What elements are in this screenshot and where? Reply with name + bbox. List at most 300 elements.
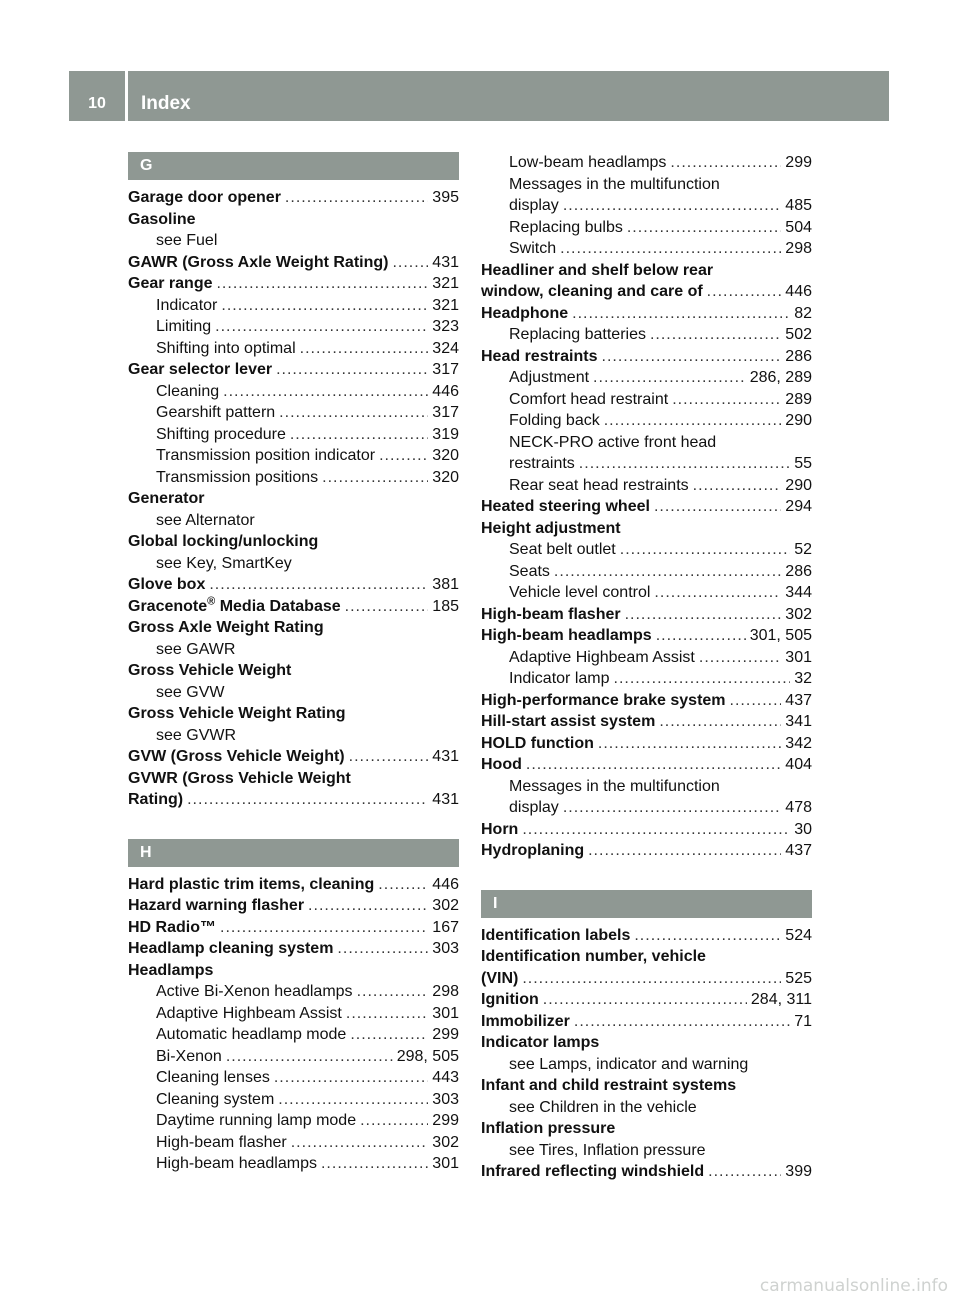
entry-label: Shifting procedure [156,425,286,443]
entry-label: Generator [128,490,205,507]
index-column-left [128,152,459,1175]
entry-label: see GAWR [156,640,236,658]
dot-leader [226,1046,393,1068]
dot-leader [290,424,428,446]
dot-leader [579,453,790,475]
index-entry[interactable] [128,874,459,896]
dot-leader [357,981,429,1003]
index-heading [481,1075,812,1097]
entry-label: Immobilizer [481,1012,570,1030]
index-entry[interactable] [481,217,812,239]
dot-leader [349,746,429,768]
entry-label: see Tires, Inflation pressure [509,1141,706,1159]
index-entry[interactable] [128,895,459,917]
entry-label: window, cleaning and care of [481,283,703,300]
entry-label: Global locking/unlocking [128,533,319,550]
dot-leader [526,754,781,776]
entry-label: Low-beam headlamps [509,154,667,171]
entry-label: Hood [481,756,522,773]
index-entry[interactable] [481,711,812,733]
entry-label: Replacing bulbs [509,218,623,236]
index-entry[interactable] [481,324,812,346]
page-reference[interactable]: 286 [785,562,812,580]
entry-label: Transmission positions [156,468,319,486]
dot-leader [654,582,781,604]
dot-leader [345,596,429,618]
dot-leader [321,1153,428,1175]
page-reference[interactable]: 478 [785,799,812,816]
index-heading [481,946,812,968]
page-reference[interactable]: 446 [432,875,459,893]
dot-leader [274,1067,428,1089]
page-reference[interactable]: 320 [432,447,459,464]
index-entry[interactable] [128,938,459,960]
section-heading-h: H [128,839,459,867]
entry-label: Gracenote® Media Database [128,595,341,615]
page-reference[interactable]: 284, 311 [750,991,812,1008]
entry-label: HD Radio™ [128,918,216,936]
index-heading [128,960,459,982]
page-reference[interactable]: 431 [432,748,459,765]
registered-mark: ® [207,595,216,608]
page-reference[interactable]: 298 [785,240,812,257]
index-entry[interactable] [481,582,812,604]
dot-leader [614,668,791,690]
entry-label: display [509,197,559,214]
index-entry[interactable] [481,410,812,432]
dot-leader [285,187,428,209]
index-entry[interactable] [128,981,459,1003]
entry-label: Adaptive Highbeam Assist [156,1004,342,1022]
index-heading [128,768,459,790]
dot-leader [707,281,782,303]
entry-label: Head restraints [481,347,598,365]
entry-label: Indicator lamp [509,670,610,687]
page-reference[interactable]: 298 [432,983,459,1000]
entry-label: Switch [509,240,557,257]
page-reference[interactable]: 301 [785,648,812,666]
dot-leader [209,574,428,596]
entry-label: Heated steering wheel [481,498,650,515]
page-reference[interactable]: 303 [432,1090,459,1108]
dot-leader [602,346,782,368]
entry-label: Glove box [128,576,206,593]
page-reference[interactable]: 298, 505 [396,1047,459,1065]
dot-leader [598,733,781,755]
index-entry[interactable] [128,467,459,489]
entry-label: GVW (Gross Vehicle Weight) [128,748,345,765]
dot-leader [563,195,781,217]
entry-label: Headliner and shelf below rear [481,261,714,279]
entry-label: Gross Vehicle Weight [128,662,292,679]
index-heading [481,776,812,798]
index-entry[interactable] [128,445,459,467]
index-entry[interactable] [481,733,812,755]
dot-leader [654,496,781,518]
entry-label: Gear range [128,275,213,292]
index-entry[interactable] [128,917,459,939]
dot-leader [337,938,428,960]
page-reference[interactable]: 320 [432,468,459,486]
entry-label: Gearshift pattern [156,404,276,421]
entry-label: Limiting [156,318,212,335]
page-reference[interactable]: 185 [432,597,459,615]
page-number: 10 [88,95,106,112]
index-heading [128,510,459,532]
dot-leader [693,475,782,497]
entry-label: Headphone [481,304,569,322]
entry-label: High-performance brake system [481,691,726,709]
index-heading [128,703,459,725]
page-reference[interactable]: 431 [432,253,459,271]
page-reference[interactable]: 395 [432,189,459,206]
entry-label: Vehicle level control [509,584,651,601]
index-heading [481,1118,812,1140]
dot-leader [278,1089,428,1111]
entry-label: Bi-Xenon [156,1047,222,1065]
page-reference[interactable]: 321 [432,296,459,314]
entry-label: Adjustment [509,369,590,386]
index-entry[interactable] [128,1153,459,1175]
page-reference[interactable]: 286 [785,347,812,365]
entry-label: Height adjustment [481,519,621,537]
index-entry[interactable] [128,1024,459,1046]
index-entry[interactable] [481,539,812,561]
index-entry[interactable] [128,338,459,360]
index-heading [128,682,459,704]
index-entry[interactable] [481,367,812,389]
entry-label: Rating) [128,791,184,808]
page-reference[interactable]: 524 [785,926,812,944]
page-reference[interactable]: 324 [432,339,459,357]
entry-label: Headlamps [128,961,214,979]
dot-leader [543,989,747,1011]
page-reference[interactable]: 289 [785,390,812,408]
page-reference[interactable]: 323 [432,318,459,335]
index-heading [128,531,459,553]
index-entry[interactable] [481,152,812,174]
entry-label: Seats [509,562,550,580]
dot-leader [216,273,428,295]
page-reference[interactable]: 502 [785,326,812,343]
dot-leader [221,295,428,317]
index-entry[interactable] [481,346,812,368]
page-reference[interactable]: 443 [432,1069,459,1086]
entry-label: see GVW [156,683,225,701]
page-reference[interactable]: 32 [794,670,812,687]
entry-label: restraints [509,455,575,472]
dot-leader [634,925,781,947]
page-reference[interactable]: 302 [432,1133,459,1151]
dot-leader [360,1110,428,1132]
entry-label: (VIN) [481,969,519,987]
entry-label: High-beam flasher [156,1133,287,1151]
index-entry[interactable] [481,281,812,303]
dot-leader [300,338,429,360]
index-heading [481,260,812,282]
dot-leader [308,895,428,917]
dot-leader [223,381,428,403]
page-reference[interactable]: 317 [432,361,459,378]
dot-leader [650,324,781,346]
page-reference[interactable]: 30 [794,820,812,838]
page-reference[interactable]: 344 [785,584,812,601]
index-heading [128,209,459,231]
index-heading [128,488,459,510]
index-entry[interactable] [481,754,812,776]
index-entry[interactable] [128,1110,459,1132]
dot-leader [588,840,781,862]
index-entry[interactable] [481,819,812,841]
entry-label: Replacing batteries [509,326,646,343]
dot-leader [279,402,428,424]
page-reference[interactable]: 301 [432,1155,459,1172]
page-reference[interactable]: 302 [432,897,459,914]
index-entry[interactable] [128,187,459,209]
entry-label: Comfort head restraint [509,390,669,408]
index-entry[interactable] [481,797,812,819]
index-entry[interactable] [481,989,812,1011]
dot-leader [625,604,782,626]
entry-label: Inflation pressure [481,1120,616,1137]
dot-leader [574,1011,790,1033]
dot-leader [670,152,781,174]
entry-label: Shifting into optimal [156,339,296,357]
entry-label: Rear seat head restraints [509,476,689,494]
index-heading [481,1054,812,1076]
entry-label: Gross Vehicle Weight Rating [128,705,346,722]
index-entry[interactable] [481,925,812,947]
watermark: carmanualsonline.info [759,1276,948,1296]
dot-leader [563,797,781,819]
dot-leader [392,252,428,274]
page-reference[interactable]: 485 [785,197,812,214]
index-heading [128,725,459,747]
dot-leader [604,410,782,432]
dot-leader [522,968,781,990]
entry-label: Identification labels [481,926,631,944]
page-reference[interactable]: 341 [785,713,812,730]
entry-label: Headlamp cleaning system [128,940,334,957]
page-reference[interactable]: 437 [785,842,812,859]
dot-leader [276,359,428,381]
page-reference[interactable]: 167 [432,918,459,936]
index-entry[interactable] [481,690,812,712]
index-entry[interactable] [128,1067,459,1089]
entry-label: GAWR (Gross Axle Weight Rating) [128,253,389,271]
index-entry[interactable] [128,1046,459,1068]
entry-label: Folding back [509,412,600,429]
entry-label: Cleaning [156,382,220,400]
page-reference[interactable]: 299 [432,1026,459,1043]
dot-leader [350,1024,428,1046]
entry-label: Messages in the multifunction [509,777,720,795]
dot-leader [291,1132,429,1154]
page-reference[interactable]: 381 [432,576,459,593]
page-reference[interactable]: 299 [432,1112,459,1129]
page-reference[interactable]: 319 [432,425,459,443]
index-entry[interactable] [481,668,812,690]
page-reference[interactable]: 55 [794,455,812,472]
index-entry[interactable] [128,359,459,381]
page-reference[interactable]: 431 [432,791,459,808]
entry-label: see Children in the vehicle [509,1098,697,1116]
index-entry[interactable] [128,402,459,424]
entry-label: Active Bi-Xenon headlamps [156,983,353,1000]
page-reference[interactable]: 504 [785,218,812,236]
index-entry[interactable] [481,496,812,518]
page-reference[interactable]: 321 [432,275,459,292]
entry-label: see Key, SmartKey [156,554,292,572]
index-entry[interactable] [481,389,812,411]
entry-label: Ignition [481,991,539,1008]
index-entry[interactable] [481,475,812,497]
index-heading [481,432,812,454]
index-entry[interactable] [128,295,459,317]
index-entry[interactable] [481,303,812,325]
index-entry[interactable] [128,789,459,811]
index-entry[interactable] [128,316,459,338]
index-entry[interactable] [128,596,459,618]
index-entry[interactable] [128,746,459,768]
page-reference[interactable]: 290 [785,412,812,429]
page-reference[interactable]: 71 [794,1012,812,1030]
page-reference[interactable]: 446 [432,382,459,400]
entry-label: HOLD function [481,734,594,752]
entry-label: Identification number, vehicle [481,948,706,965]
entry-label: see Fuel [156,232,218,249]
page-reference[interactable]: 317 [432,404,459,421]
dot-leader [554,561,781,583]
dot-leader [730,690,782,712]
index-heading [128,617,459,639]
index-entry[interactable] [128,424,459,446]
page-reference[interactable]: 301 [432,1004,459,1022]
page-reference[interactable]: 301, 505 [749,627,812,644]
index-entry[interactable] [481,625,812,647]
page-reference[interactable]: 82 [794,304,812,322]
dot-leader [560,238,781,260]
index-entry[interactable] [481,604,812,626]
entry-label: Cleaning system [156,1090,275,1108]
page-reference[interactable]: 404 [785,756,812,773]
page-reference[interactable]: 399 [785,1163,812,1180]
entry-label: Gear selector lever [128,361,273,378]
page-reference[interactable]: 342 [785,734,812,752]
index-heading [481,1032,812,1054]
dot-leader [522,819,790,841]
entry-label: Cleaning lenses [156,1069,270,1086]
dot-leader [378,874,428,896]
entry-label: Gross Axle Weight Rating [128,619,324,636]
page-reference[interactable]: 299 [785,154,812,171]
page-reference[interactable]: 290 [785,476,812,494]
entry-label: Seat belt outlet [509,541,616,558]
index-entry[interactable] [481,968,812,990]
page-reference[interactable]: 52 [794,541,812,558]
entry-label: display [509,799,559,816]
entry-label: see Lamps, indicator and warning [509,1055,749,1073]
dot-leader [593,367,746,389]
section-heading-i: I [481,890,812,918]
dot-leader [572,303,790,325]
entry-label: Hill-start assist system [481,713,656,730]
dot-leader [659,711,781,733]
dot-leader [220,917,428,939]
entry-label: Daytime running lamp mode [156,1112,357,1129]
entry-label: Adaptive Highbeam Assist [509,648,695,666]
index-entry[interactable] [128,1003,459,1025]
entry-label: Indicator lamps [481,1034,600,1051]
dot-leader [627,217,781,239]
dot-leader [346,1003,428,1025]
entry-label: Indicator [156,296,218,314]
entry-label: NECK-PRO active front head [509,433,717,451]
page-header [69,71,889,121]
entry-label: Infant and child restraint systems [481,1077,737,1094]
entry-label: Automatic headlamp mode [156,1026,347,1043]
entry-label: Transmission position indicator [156,447,376,464]
page-reference[interactable]: 525 [785,969,812,987]
page-reference[interactable]: 286, 289 [749,369,812,386]
section-heading-g: G [128,152,459,180]
page-reference[interactable]: 294 [785,498,812,515]
entry-label: GVWR (Gross Vehicle Weight [128,769,351,787]
entry-label: see Alternator [156,511,255,529]
index-entry[interactable] [128,381,459,403]
index-entry[interactable] [481,195,812,217]
index-entry[interactable] [128,1132,459,1154]
index-entry[interactable] [128,252,459,274]
index-entry[interactable] [128,273,459,295]
index-entry[interactable] [481,1011,812,1033]
entry-label: Horn [481,820,519,838]
index-heading [128,639,459,661]
index-entry[interactable] [481,561,812,583]
entry-label: Hazard warning flasher [128,897,305,914]
dot-leader [620,539,790,561]
dot-leader [379,445,428,467]
entry-label: Gasoline [128,210,196,228]
dot-leader [322,467,428,489]
page-reference[interactable]: 437 [785,691,812,709]
dot-leader [699,647,781,669]
index-entry[interactable] [481,840,812,862]
entry-label: High-beam headlamps [156,1155,317,1172]
entry-label: Garage door opener [128,189,281,206]
index-entry[interactable] [481,238,812,260]
index-heading [128,553,459,575]
index-entry[interactable] [128,1089,459,1111]
dot-leader [672,389,781,411]
page-reference[interactable]: 303 [432,940,459,957]
index-heading [481,174,812,196]
dot-leader [708,1161,781,1183]
entry-label: High-beam headlamps [481,627,652,644]
page-title: Index [141,93,191,114]
index-entry[interactable] [128,574,459,596]
index-entry[interactable] [481,647,812,669]
index-entry[interactable] [481,453,812,475]
page-reference[interactable]: 446 [785,283,812,300]
index-heading [128,230,459,252]
index-heading [481,1140,812,1162]
page-reference[interactable]: 302 [785,605,812,623]
entry-label: Hard plastic trim items, cleaning [128,875,375,893]
index-entry[interactable] [481,1161,812,1183]
index-heading [481,1097,812,1119]
index-heading [481,518,812,540]
